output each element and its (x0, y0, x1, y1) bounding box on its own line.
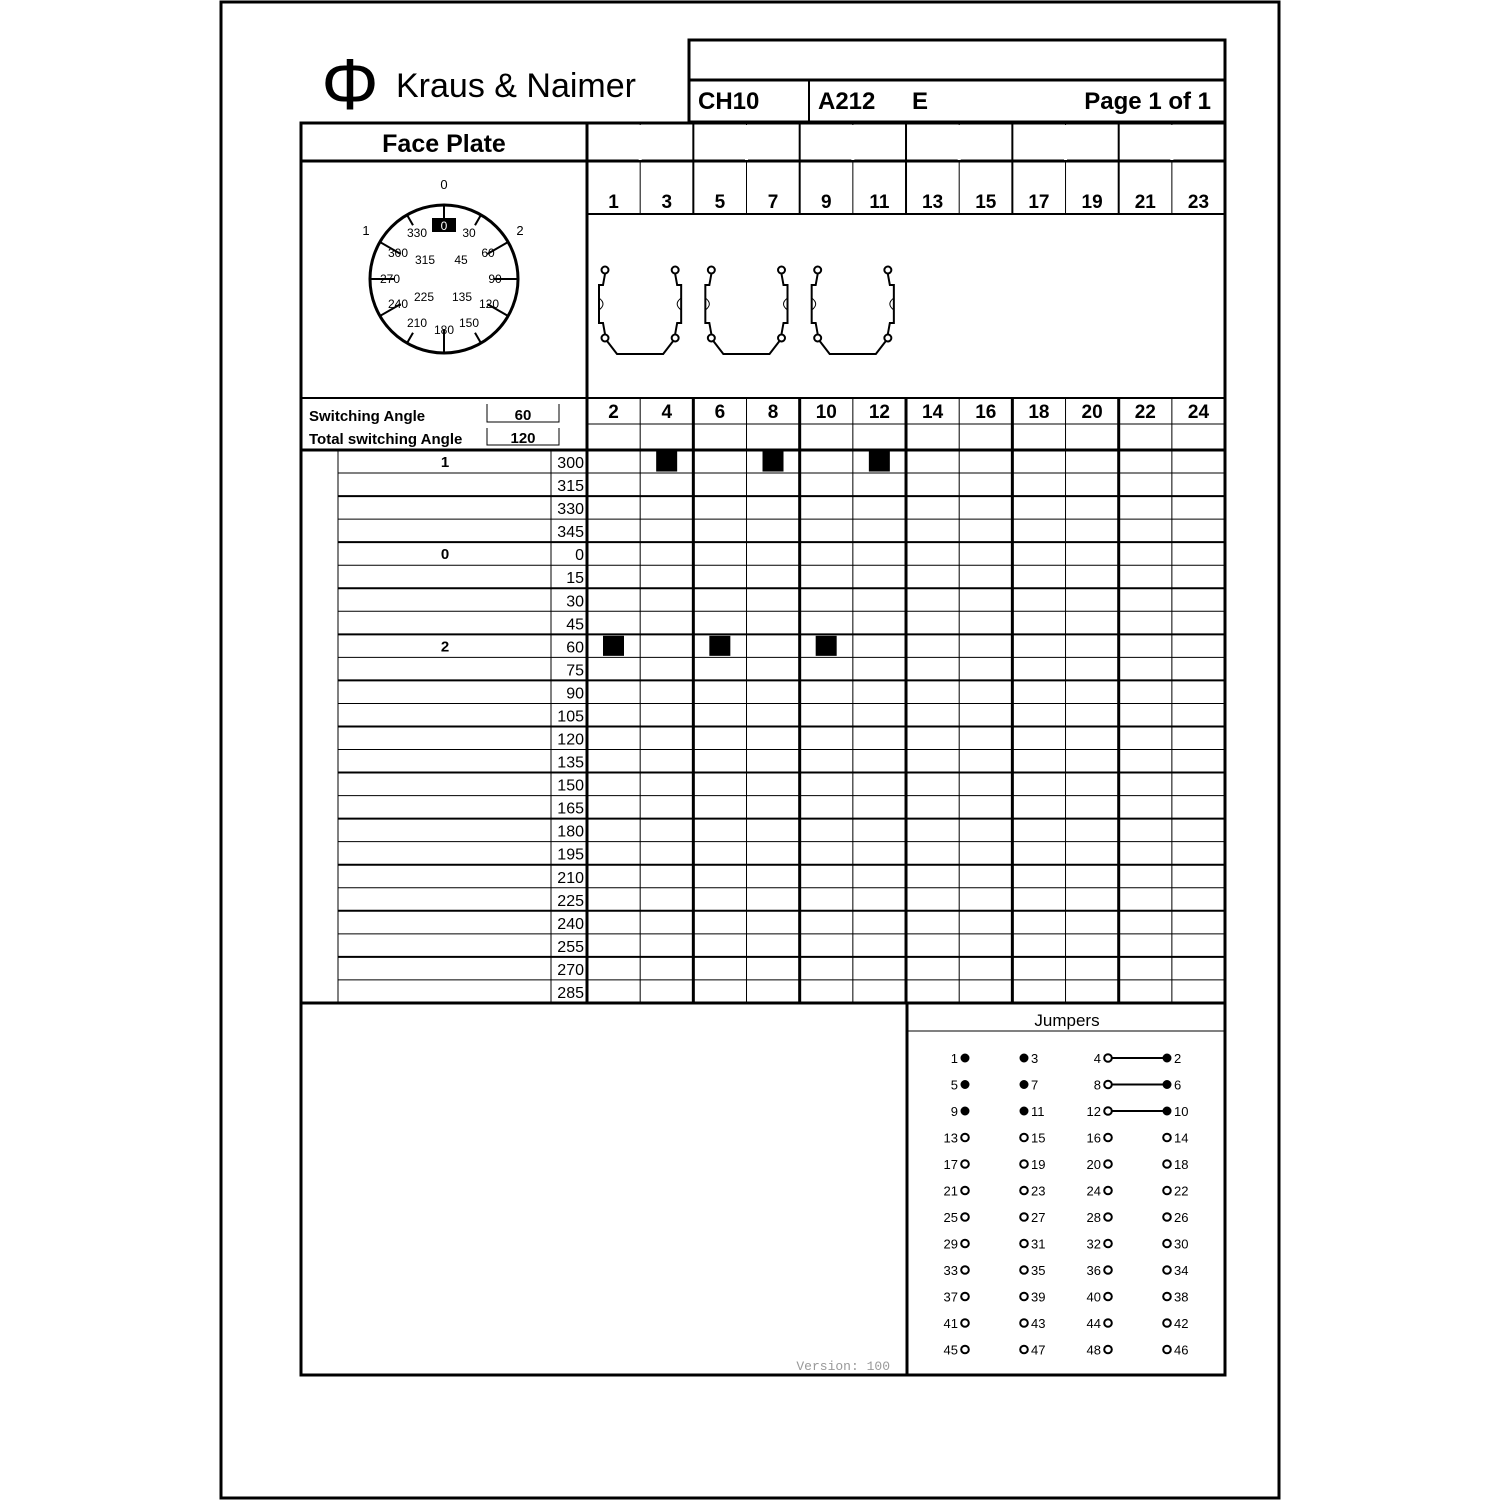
jumper-label: 6 (1174, 1077, 1182, 1093)
closed-contact-mark (709, 636, 730, 656)
jumper-terminal (962, 1081, 969, 1088)
dial-angle-label: 240 (387, 297, 409, 311)
contact-symbol (599, 267, 681, 355)
page-indicator: Page 1 of 1 (1084, 88, 1211, 115)
jumper-label: 30 (1174, 1236, 1189, 1252)
jumper-terminal (1020, 1266, 1028, 1274)
terminal-top-23: 23 (1187, 192, 1210, 213)
jumper-terminal (961, 1160, 969, 1168)
jumper-terminal (1020, 1240, 1028, 1248)
dial-angle-label: 30 (462, 226, 476, 240)
terminal-bottom-6: 6 (714, 402, 726, 423)
terminal-dot (778, 267, 785, 274)
dial-angle-label: 60 (481, 246, 495, 260)
jumper-terminal (961, 1213, 969, 1221)
jumper-terminal (961, 1240, 969, 1248)
dial-tick (407, 333, 413, 343)
row-angle: 300 (557, 455, 584, 473)
jumper-terminal (1104, 1107, 1112, 1115)
dial-angle-label: 135 (451, 290, 473, 304)
terminal-top-5: 5 (714, 192, 726, 213)
row-angle: 135 (557, 754, 584, 772)
terminal-dot (602, 267, 609, 274)
row-angle: 270 (557, 961, 584, 979)
dial-angle-label: 120 (478, 297, 500, 311)
jumper-label: 35 (1031, 1263, 1046, 1278)
jumper-terminal (1104, 1081, 1112, 1089)
terminal-dot (708, 267, 715, 274)
terminal-grid-lines (640, 123, 1172, 1003)
jumper-label: 23 (1031, 1183, 1046, 1199)
jumper-row (944, 1184, 1189, 1199)
contact-arm-right (675, 274, 681, 334)
switching-angle-label: Switching Angle (309, 408, 426, 425)
jumper-terminal (1104, 1293, 1112, 1301)
dial-angle-label: 300 (387, 246, 409, 260)
contact-arm-right (782, 274, 788, 334)
contact-arm-left (812, 274, 818, 334)
jumper-terminal (1020, 1134, 1028, 1142)
jumper-row (944, 1210, 1189, 1225)
terminal-top-13: 13 (922, 192, 944, 213)
jumper-label: 37 (943, 1289, 958, 1305)
dial-zero-marker-label: 0 (440, 219, 448, 233)
jumper-row (944, 1316, 1189, 1331)
row-angle: 165 (557, 800, 584, 818)
jumper-label: 29 (943, 1236, 958, 1252)
switching-table (338, 454, 1225, 1002)
brand-logo (321, 45, 636, 125)
jumper-label: 40 (1086, 1289, 1101, 1305)
terminal-dot (778, 335, 785, 342)
jumper-terminal (1104, 1134, 1112, 1142)
jumper-label: 10 (1174, 1104, 1189, 1119)
jumper-label: 20 (1086, 1157, 1101, 1172)
brand-symbol: Φ (321, 45, 379, 125)
terminal-bottom-20: 20 (1081, 402, 1103, 423)
jumper-terminal (1163, 1160, 1171, 1168)
jumper-label: 25 (943, 1210, 958, 1225)
jumper-label: 22 (1174, 1183, 1189, 1199)
dial-angle-label: 180 (433, 323, 455, 337)
row-angle: 240 (557, 915, 584, 933)
dial-tick (475, 333, 481, 343)
jumper-terminal (1104, 1187, 1112, 1195)
brand-name: Kraus & Naimer (396, 67, 636, 105)
jumper-label: 13 (943, 1130, 958, 1146)
jumper-list (944, 1051, 1189, 1358)
jumper-terminal (1021, 1081, 1028, 1088)
jumper-terminal (1021, 1055, 1028, 1062)
jumper-label: 11 (1031, 1104, 1045, 1119)
dial-angle-label: 315 (414, 253, 436, 267)
jumper-label: 32 (1086, 1236, 1101, 1252)
closed-contact-mark (816, 636, 837, 656)
terminal-dot (602, 335, 609, 342)
model-code: A212 (818, 88, 876, 115)
row-angle: 285 (557, 984, 584, 1002)
jumper-label: 15 (1031, 1130, 1046, 1146)
dial-tick (407, 215, 413, 225)
contact-symbol (812, 267, 894, 355)
terminal-bottom-2: 2 (608, 402, 619, 423)
contact-symbols (599, 267, 894, 355)
total-switching-angle-value: 120 (510, 430, 536, 447)
dial-angle-label: 270 (379, 272, 401, 286)
position-label-left: 1 (362, 223, 370, 238)
jumper-row (944, 1131, 1189, 1146)
jumper-label: 48 (1086, 1342, 1101, 1358)
jumper-row (944, 1263, 1189, 1278)
terminal-dot (672, 335, 679, 342)
row-position: 0 (440, 546, 450, 564)
row-angle: 150 (557, 777, 584, 795)
jumper-row (951, 1051, 1181, 1066)
jumper-row (951, 1104, 1189, 1119)
jumper-label: 8 (1093, 1077, 1101, 1093)
row-angle: 105 (557, 708, 584, 726)
jumper-row (944, 1343, 1189, 1358)
jumper-terminal (1020, 1213, 1028, 1221)
jumper-terminal (961, 1134, 969, 1142)
jumper-terminal (1163, 1293, 1171, 1301)
jumpers-title: Jumpers (1034, 1011, 1100, 1030)
terminal-bottom-10: 10 (815, 402, 837, 423)
jumper-terminal (1163, 1187, 1171, 1195)
contact-bridge (607, 341, 673, 354)
row-angle: 90 (566, 685, 584, 703)
variant-code: E (912, 88, 929, 115)
terminal-dot (884, 335, 891, 342)
series-code: CH10 (698, 88, 760, 115)
position-label-top: 0 (440, 177, 448, 192)
row-angle: 30 (566, 593, 584, 611)
jumper-terminal (961, 1319, 969, 1327)
jumper-terminal (961, 1266, 969, 1274)
jumper-label: 7 (1031, 1077, 1039, 1093)
row-angle: 120 (557, 731, 584, 749)
row-angle: 60 (566, 639, 584, 657)
row-angle: 0 (575, 547, 584, 565)
jumper-terminal (1164, 1055, 1171, 1062)
jumper-terminal (1021, 1108, 1028, 1115)
row-angle: 255 (557, 938, 584, 956)
terminal-dot (814, 335, 821, 342)
row-angle: 315 (557, 478, 584, 496)
row-angle: 75 (566, 662, 584, 680)
jumper-terminal (1163, 1213, 1171, 1221)
row-position: 2 (440, 638, 450, 656)
terminal-top-1: 1 (608, 192, 619, 213)
jumper-label: 42 (1174, 1316, 1189, 1331)
dial-tick (475, 215, 481, 225)
switching-angle-value: 60 (514, 407, 532, 424)
face-plate-dial (362, 177, 523, 353)
jumper-row (944, 1237, 1189, 1252)
jumper-label: 4 (1093, 1051, 1101, 1066)
jumper-label: 41 (943, 1316, 958, 1331)
closed-contact-mark (656, 452, 677, 472)
dial-angle-label: 225 (413, 290, 435, 304)
row-angle: 345 (557, 524, 584, 542)
row-angle: 330 (557, 501, 584, 519)
terminal-bottom-8: 8 (767, 402, 779, 423)
jumper-label: 27 (1031, 1210, 1046, 1225)
terminal-bottom-14: 14 (922, 402, 944, 423)
closed-contact-mark (763, 452, 784, 472)
terminal-top-11: 11 (869, 192, 890, 213)
jumper-label: 17 (943, 1157, 958, 1172)
contact-symbol (705, 267, 787, 355)
terminal-bottom-18: 18 (1028, 402, 1050, 423)
jumper-label: 44 (1086, 1316, 1101, 1331)
dial-angle-label: 210 (406, 316, 428, 330)
terminal-top-21: 21 (1134, 192, 1156, 213)
jumper-label: 18 (1174, 1157, 1189, 1172)
jumper-label: 9 (950, 1104, 958, 1119)
row-angle: 45 (566, 616, 584, 634)
contact-bridge (713, 341, 779, 354)
jumper-terminal (1164, 1108, 1171, 1115)
jumper-label: 5 (950, 1077, 958, 1093)
jumper-terminal (1104, 1240, 1112, 1248)
terminal-top-3: 3 (661, 192, 673, 213)
row-angle: 15 (566, 570, 584, 588)
jumper-terminal (961, 1293, 969, 1301)
dial-angle-label: 90 (488, 272, 502, 286)
jumper-label: 39 (1031, 1289, 1046, 1305)
terminal-dot (814, 267, 821, 274)
dial-angle-label: 150 (458, 316, 480, 330)
jumper-label: 46 (1174, 1342, 1189, 1358)
terminal-bottom-22: 22 (1134, 402, 1156, 423)
terminal-top-19: 19 (1081, 192, 1103, 213)
jumper-label: 2 (1174, 1051, 1182, 1066)
jumper-terminal (962, 1108, 969, 1115)
jumper-terminal (1104, 1160, 1112, 1168)
contact-arm-right (888, 274, 894, 334)
jumper-terminal (1104, 1213, 1112, 1221)
jumper-label: 34 (1174, 1263, 1189, 1278)
terminal-top-15: 15 (975, 192, 997, 213)
row-angle: 195 (557, 846, 584, 864)
terminal-dot (884, 267, 891, 274)
jumper-label: 24 (1086, 1183, 1101, 1199)
jumper-terminal (1163, 1319, 1171, 1327)
row-angle: 210 (557, 869, 584, 887)
jumper-row (944, 1157, 1189, 1172)
contact-arm-left (705, 274, 711, 334)
jumper-terminal (1163, 1240, 1171, 1248)
closed-contact-mark (603, 636, 624, 656)
jumper-label: 16 (1086, 1130, 1101, 1146)
jumper-terminal (962, 1055, 969, 1062)
jumper-terminal (1163, 1266, 1171, 1274)
jumper-terminal (1164, 1081, 1171, 1088)
terminal-dot (672, 267, 679, 274)
terminal-top-7: 7 (767, 192, 779, 213)
jumper-terminal (1104, 1319, 1112, 1327)
contact-arm-left (599, 274, 605, 334)
jumper-label: 33 (943, 1263, 958, 1278)
terminal-top-17: 17 (1028, 192, 1050, 213)
jumper-label: 26 (1174, 1210, 1189, 1225)
jumper-terminal (1020, 1293, 1028, 1301)
jumper-label: 21 (943, 1183, 958, 1199)
jumper-terminal (1020, 1319, 1028, 1327)
row-angle: 180 (557, 823, 584, 841)
jumper-label: 14 (1174, 1130, 1189, 1146)
jumper-row (944, 1290, 1189, 1305)
dial-angle-labels (380, 226, 502, 337)
jumper-terminal (1020, 1160, 1028, 1168)
jumper-terminal (1104, 1346, 1112, 1354)
closed-contact-mark (869, 452, 890, 472)
terminal-bottom-24: 24 (1187, 402, 1210, 423)
jumper-label: 28 (1086, 1210, 1101, 1225)
jumper-label: 45 (943, 1342, 958, 1358)
terminal-top-9: 9 (820, 192, 832, 213)
jumper-label: 1 (950, 1051, 958, 1066)
jumper-label: 12 (1086, 1104, 1101, 1119)
jumper-label: 43 (1031, 1316, 1046, 1331)
terminal-bottom-4: 4 (661, 402, 673, 423)
jumper-terminal (1104, 1054, 1112, 1062)
dial-angle-label: 45 (454, 253, 468, 267)
contact-bridge (820, 341, 886, 354)
version-label: Version: 100 (796, 1359, 890, 1374)
jumper-terminal (1020, 1187, 1028, 1195)
terminal-bottom-16: 16 (975, 402, 997, 423)
face-plate-title: Face Plate (382, 130, 506, 158)
position-label-right: 2 (516, 223, 524, 238)
jumper-label: 19 (1031, 1157, 1046, 1172)
jumper-label: 3 (1031, 1051, 1039, 1066)
jumper-terminal (1104, 1266, 1112, 1274)
jumper-terminal (1163, 1346, 1171, 1354)
row-position: 1 (440, 454, 450, 472)
terminal-bottom-12: 12 (868, 402, 891, 423)
jumper-label: 47 (1031, 1342, 1046, 1358)
jumper-label: 36 (1086, 1263, 1101, 1278)
jumper-label: 38 (1174, 1289, 1189, 1305)
jumper-terminal (1163, 1134, 1171, 1142)
dial-angle-label: 330 (406, 226, 428, 240)
terminal-dot (708, 335, 715, 342)
jumper-row (951, 1078, 1181, 1093)
jumper-terminal (961, 1346, 969, 1354)
jumper-label: 31 (1031, 1236, 1046, 1252)
jumper-terminal (1020, 1346, 1028, 1354)
jumper-terminal (961, 1187, 969, 1195)
row-angle: 225 (557, 892, 584, 910)
total-switching-angle-label: Total switching Angle (309, 431, 463, 448)
